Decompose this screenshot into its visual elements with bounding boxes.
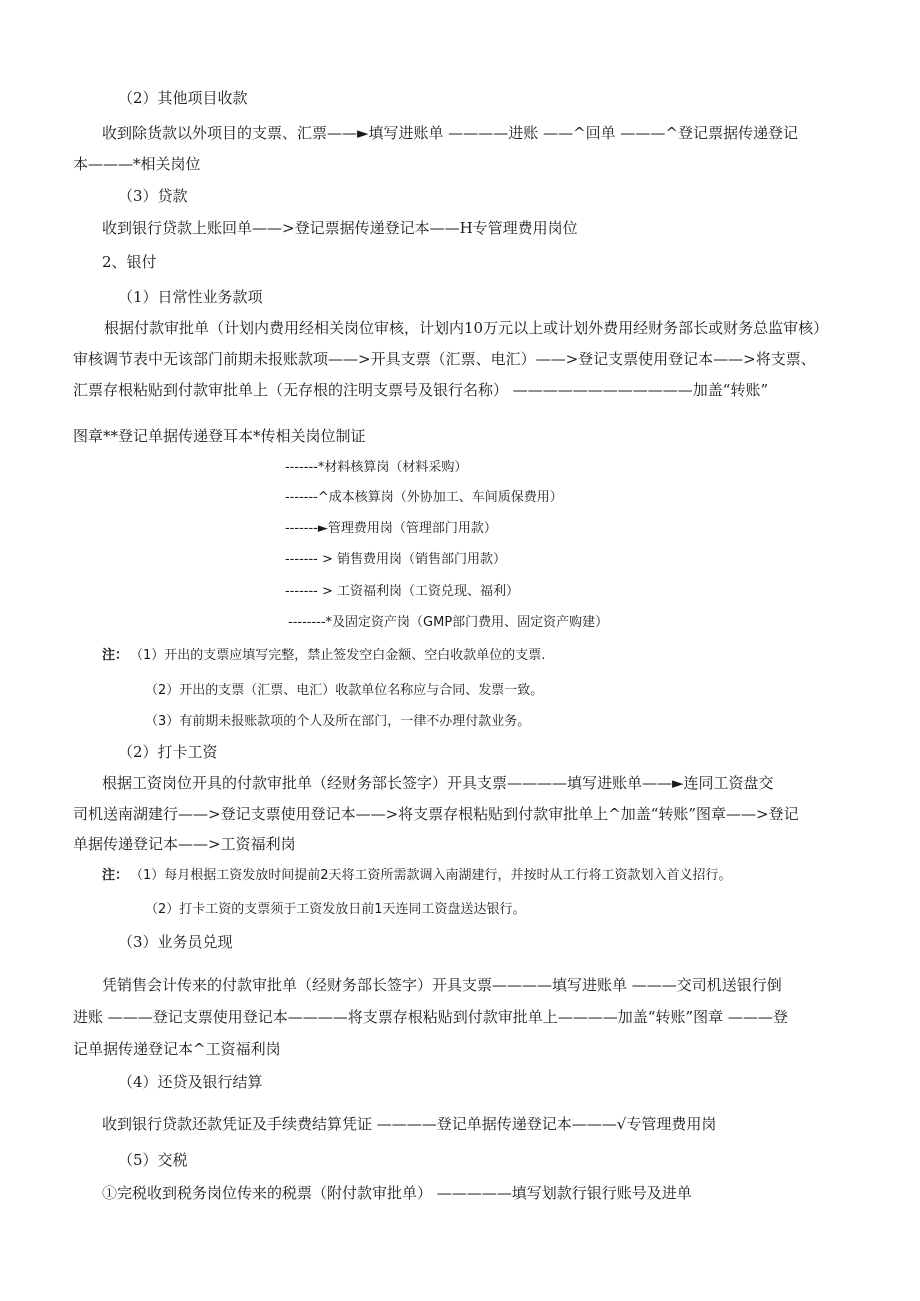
payroll-line-3: 单据传递登记本——>工资福利岗 — [73, 835, 296, 853]
daily-payment-heading: （1）日常性业务款项 — [118, 288, 263, 306]
other-income-line-2: 本———*相关岗位 — [73, 155, 201, 173]
salesman-heading: （3）业务员兑现 — [118, 933, 233, 951]
note-1-item-2: （2）开出的支票（汇票、电汇）收款单位名称应与合同、发票一致。 — [145, 683, 544, 698]
payroll-heading: （2）打卡工资 — [118, 743, 218, 761]
note-2-item-2: （2）打卡工资的支票须于工资发放日前1天连同工资盘送达银行。 — [145, 902, 526, 917]
repayment-line-1: 收到银行贷款还款凭证及手续费结算凭证 ————登记单据传递登记本———√专管理费用岗 — [102, 1115, 717, 1133]
branch-material: -------*材料核算岗（材料采购） — [285, 460, 468, 475]
payroll-line-1: 根据工资岗位开具的付款审批单（经财务部长签字）开具支票————填写进账单——►连同工资盘交 — [102, 774, 774, 792]
daily-payment-line-4: 图章**登记单据传递登耳本*传相关岗位制证 — [73, 427, 366, 445]
other-income-line-1: 收到除货款以外项目的支票、汇票——►填写进账单 ————进账 ——^回单 ———^登记票据传递登记 — [102, 124, 798, 142]
branch-admin: -------►管理费用岗（管理部门用款） — [285, 521, 497, 536]
salesman-line-3: 记单据传递登记本^工资福利岗 — [73, 1040, 281, 1058]
note-1-label: 注： — [102, 648, 129, 663]
note-1-item-1: （1）开出的支票应填写完整，禁止签发空白金额、空白收款单位的支票. — [130, 648, 546, 663]
loan-line-1: 收到银行贷款上账回单——>登记票据传递登记本——H专管理费用岗位 — [102, 219, 578, 237]
daily-payment-line-2: 审核调节表中无该部门前期未报账款项——>开具支票（汇票、电汇）——>登记支票使用登记本——>将支票、 — [73, 350, 816, 368]
salesman-line-1: 凭销售会计传来的付款审批单（经财务部长签字）开具支票————填写进账单 ———交司机送银行倒 — [102, 976, 782, 994]
note-2-item-1: （1）每月根据工资发放时间提前2天将工资所需款调入南湖建行，并按时从工行将工资款划入首义招行。 — [130, 868, 732, 883]
branch-cost: -------^成本核算岗（外协加工、车间质保费用） — [285, 490, 563, 505]
tax-line-1: ①完税收到税务岗位传来的税票（附付款审批单） —————填写划款行银行账号及进单 — [102, 1184, 692, 1202]
bank-payment-heading: 2、银付 — [102, 253, 157, 271]
branch-sales: ------- > 销售费用岗（销售部门用款） — [285, 552, 506, 567]
payroll-line-2: 司机送南湖建行——>登记支票使用登记本——>将支票存根粘贴到付款审批单上^加盖“转账”图章——>登记 — [73, 805, 799, 823]
note-2-label: 注： — [102, 868, 129, 883]
tax-heading: （5）交税 — [118, 1151, 188, 1169]
loan-heading: （3）贷款 — [118, 187, 188, 205]
branch-fixed-assets: --------*及固定资产岗（GMP部门费用、固定资产购建） — [288, 615, 609, 630]
note-1-item-3: （3）有前期未报账款项的个人及所在部门，一律不办理付款业务。 — [145, 714, 531, 729]
daily-payment-line-3: 汇票存根粘贴到付款审批单上（无存根的注明支票号及银行名称） ————————————加盖“转账” — [73, 381, 769, 399]
branch-payroll: ------- > 工资福利岗（工资兑现、福利） — [285, 584, 519, 599]
other-income-heading: （2）其他项目收款 — [118, 89, 248, 107]
repayment-heading: （4）还贷及银行结算 — [118, 1073, 263, 1091]
daily-payment-line-1: 根据付款审批单（计划内费用经相关岗位审核，计划内10万元以上或计划外费用经财务部长或财务总监审核） — [104, 319, 829, 337]
salesman-line-2: 进账 ———登记支票使用登记本————将支票存根粘贴到付款审批单上————加盖“转账”图章 ———登 — [73, 1008, 788, 1026]
